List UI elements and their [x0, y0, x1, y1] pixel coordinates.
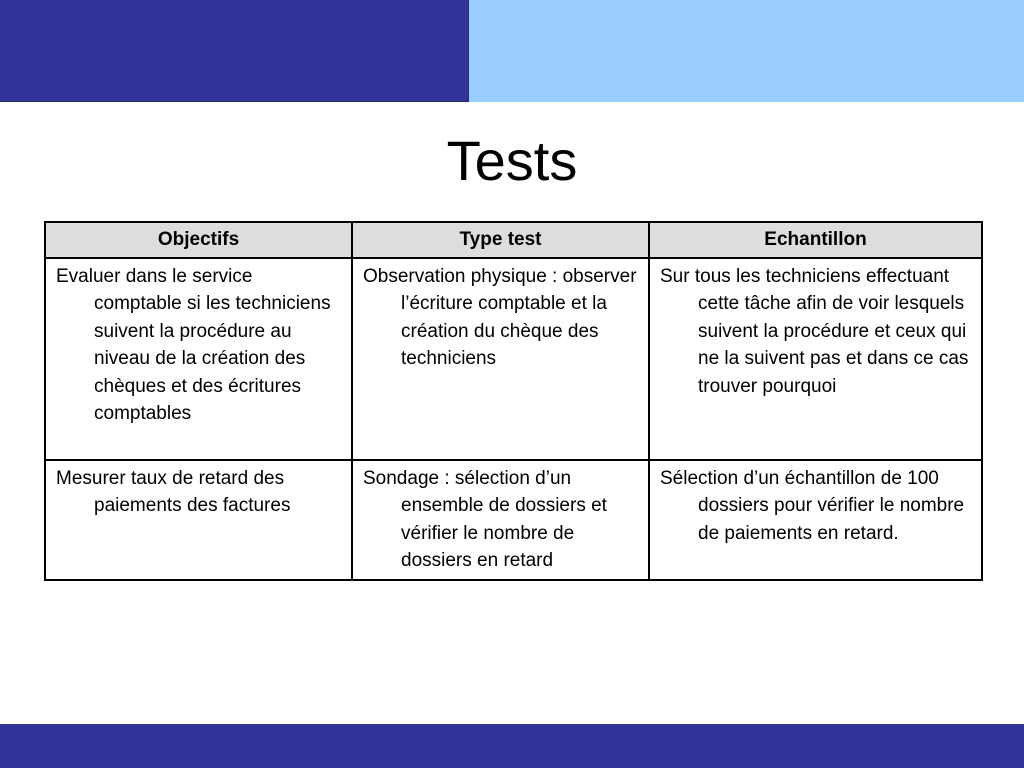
table-cell	[649, 460, 982, 580]
cell-text: Sélection d’un échantillon de 100 dossiers pour vérifier le nombre de paiements en retard.	[660, 468, 965, 544]
table-cell	[352, 460, 649, 580]
table-cell	[649, 258, 982, 460]
header-echantillon: Echantillon	[649, 222, 982, 258]
cell-text: Mesurer taux de retard des paiements des factures	[56, 468, 291, 517]
cell-text: Sur tous les techniciens effectuant cette tâche afin de voir lesquels suivent la procédure et ceux qui ne la suivent pas et dans ce cas trouver pourquoi	[660, 266, 969, 397]
slide-title: Tests	[446, 129, 578, 192]
header-objectifs: Objectifs	[45, 222, 352, 258]
cell-text: Evaluer dans le service comptable si les techniciens suivent la procédure au niveau de la création des chèques et des écritures comptables	[56, 266, 331, 425]
table-cell	[45, 258, 352, 460]
table-header-row	[45, 222, 982, 258]
table-cell	[45, 460, 352, 580]
cell-text: Observation physique : observer l’écriture comptable et la création du chèque des techniciens	[363, 266, 637, 370]
bottom-band	[0, 724, 1024, 768]
top-band-dark	[0, 0, 469, 102]
table-cell	[352, 258, 649, 460]
cell-text: Sondage : sélection d’un ensemble de dossiers et vérifier le nombre de dossiers en retard	[363, 468, 607, 572]
top-band-light	[469, 0, 1024, 102]
header-type-test: Type test	[352, 222, 649, 258]
table-row	[45, 258, 982, 460]
table-row	[45, 460, 982, 580]
tests-table	[44, 221, 983, 581]
